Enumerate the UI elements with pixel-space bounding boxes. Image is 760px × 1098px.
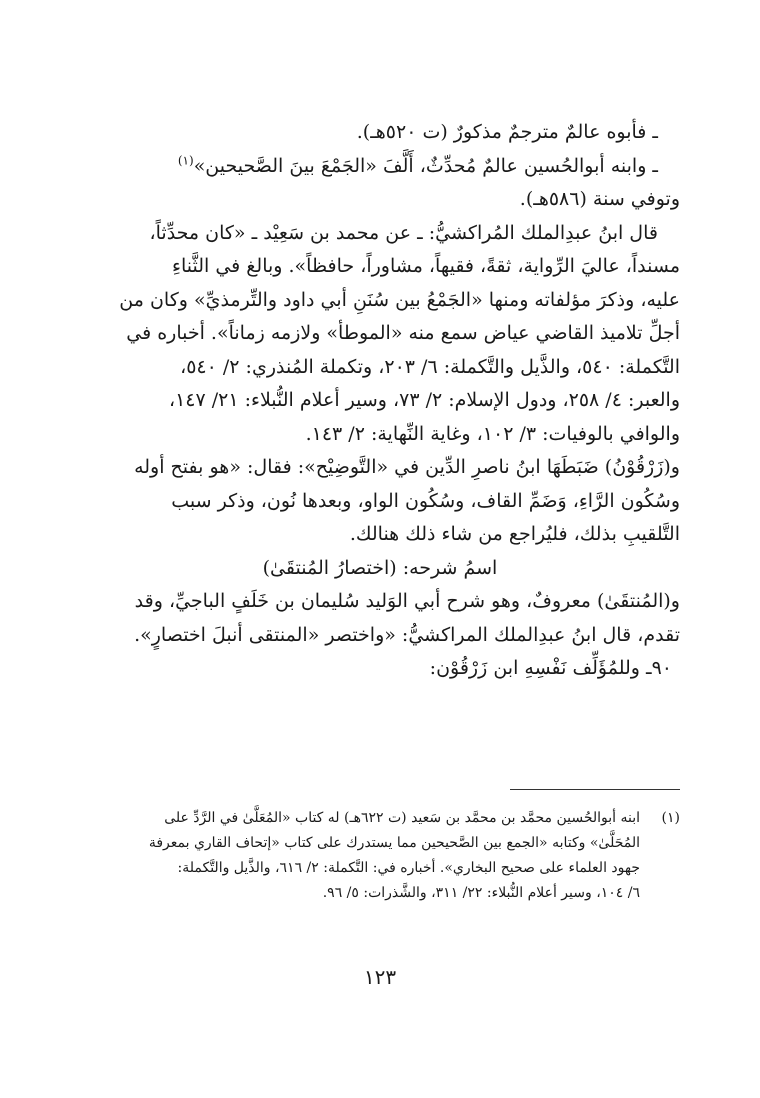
footnote-number: (١)	[661, 810, 680, 826]
footnote-divider	[510, 789, 680, 790]
text-line: و(زَرْقُوْنُ) ضَبَطَهَا ابنُ ناصرِ الدِّين في «التَّوضِيْح»: فقال: «هو بفتح أوله	[134, 456, 680, 478]
footnote-line: المُحَلَّىٰ» وكتابه «الجمع بين الصَّحيحين مما يستدرك على كتاب «إتحاف القاري بمعرفة	[148, 835, 640, 851]
text-line: عليه، وذكرَ مؤلفاته ومنها «الجَمْعُ بين سُنَنِ أبي داود والتِّرمذيِّ» وكان من	[119, 288, 680, 311]
entry-heading: ٩٠ـ وللمُؤَلِّف نَفْسِهِ ابن زَرْقُوْن:	[429, 657, 672, 679]
text-line-content: ـ وابنه أبوالحُسين عالمٌ مُحدِّثٌ، أَلَّفَ «الجَمْعَ بينَ الصَّحيحين»	[193, 154, 658, 177]
text-line: التَّلقيبِ بذلك، فليُراجع من شاء ذلك هنالك.	[349, 523, 680, 545]
text-line: والعبر: ٤/ ٢٥٨، ودول الإسلام: ٢/ ٧٣، وسير أعلام النُّبلاء: ٢١/ ١٤٧،	[168, 389, 680, 411]
text-line: التَّكملة: ٥٤٠، والذَّيل والتَّكملة: ٦/ ٢٠٣، وتكملة المُنذري: ٢/ ٥٤٠،	[180, 355, 680, 378]
footnote	[80, 806, 680, 906]
footnote-line: ٦/ ١٠٤، وسير أعلام النُّبلاء: ٢٢/ ٣١١، والشَّذرات: ٥/ ٩٦.	[322, 885, 640, 901]
main-text	[80, 116, 680, 686]
page-number: ١٢٣	[363, 965, 397, 989]
text-line	[80, 150, 680, 184]
footnote-line: ابنه أبوالحُسين محمَّد بن محمَّد بن سَعيد (ت ٦٢٢هـ) له كتاب «المُعَلَّىٰ في الرَّدِّ على	[164, 810, 640, 826]
text-line: والوافي بالوفيات: ٣/ ١٠٢، وغاية النِّهاية: ٢/ ١٤٣.	[305, 422, 680, 445]
text-line: تقدم، قال ابنُ عبدِالملك المراكشيُّ: «واختصر «المنتقى أنبلَ اختصارٍ».	[134, 623, 680, 646]
text-line: ـ فأبوه عالمٌ مترجمٌ مذكورٌ (ت ٥٢٠هـ).	[356, 121, 658, 143]
text-line: وسُكُون الرَّاءِ، وَضَمِّ القاف، وسُكُون الواو، وبعدها نُون، وذكر سبب	[171, 489, 680, 512]
text-line: قال ابنُ عبدِالملك المُراكشيُّ: ـ عن محمد بن سَعِيْد ـ «كان محدِّثاً،	[149, 221, 658, 244]
text-line: وتوفي سنة (٥٨٦هـ).	[519, 188, 680, 210]
text-line: أجلِّ تلاميذ القاضي عياض سمع منه «الموطأ» ولازمه زماناً». أخباره في	[126, 322, 680, 344]
text-line: مسنداً، عاليَ الرِّواية، ثقةً، فقيهاً، مشاوراً، حافظاً». وبالغ في الثَّناءِ	[172, 255, 680, 277]
footnote-line: جهود العلماء على صحيح البخاري». أخباره في: التَّكملة: ٢/ ٦١٦، والذَّيل والتَّكملة:	[177, 860, 640, 876]
text-line: و(المُنتقَىٰ) معروفٌ، وهو شرح أبي الوَليد سُليمان بن خَلَفٍ الباجيِّ، وقد	[134, 590, 680, 612]
footnote-reference: (١)	[177, 153, 194, 168]
section-heading: اسمُ شرحه: (اختصارُ المُنتقَىٰ)	[262, 556, 498, 579]
footnote-text	[80, 806, 640, 906]
